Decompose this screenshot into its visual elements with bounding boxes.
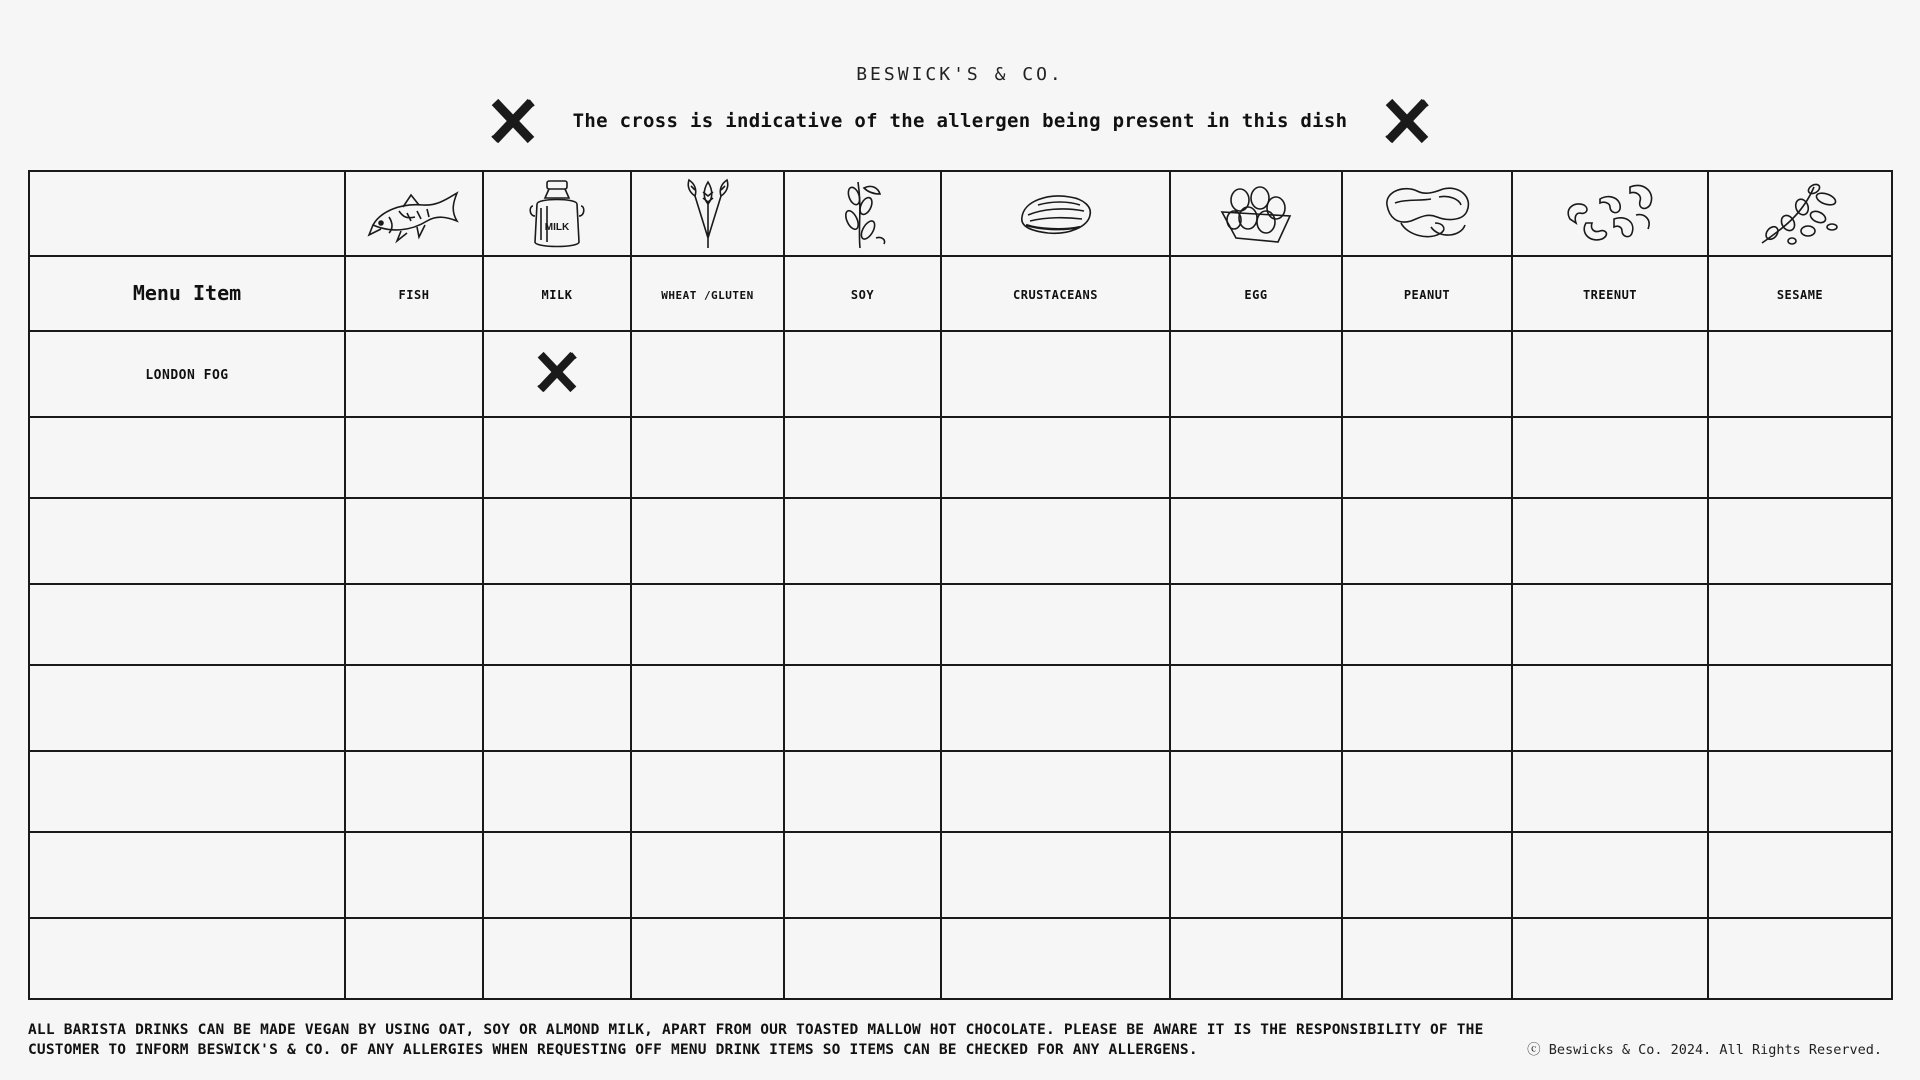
allergen-cell	[1708, 918, 1892, 999]
menu-item-cell	[29, 832, 345, 918]
copyright: ⓒ Beswicks & Co. 2024. All Rights Reserved.	[1527, 1042, 1882, 1058]
menu-item-cell	[29, 665, 345, 751]
allergen-header-treenut	[1512, 256, 1708, 331]
allergen-cell	[631, 584, 784, 665]
table-row	[29, 665, 1892, 751]
allergen-cell	[1512, 498, 1708, 584]
vegan-allergy-notice	[28, 1020, 1488, 1060]
menu-rows	[29, 331, 1892, 999]
allergen-cell	[1342, 918, 1512, 999]
allergen-cell	[1708, 584, 1892, 665]
allergen-header-crustaceans	[941, 256, 1170, 331]
allergen-cell	[941, 832, 1170, 918]
allergen-cell	[483, 417, 631, 498]
allergen-cell	[631, 665, 784, 751]
icon-row	[29, 171, 1892, 256]
allergen-cell	[631, 498, 784, 584]
allergen-cell	[941, 498, 1170, 584]
legend-text: The cross is indicative of the allergen being present in this dish	[572, 110, 1348, 132]
menu-item-cell	[29, 584, 345, 665]
allergen-cell	[941, 665, 1170, 751]
allergen-cell	[1342, 417, 1512, 498]
menu-item-header	[29, 256, 345, 331]
allergen-cell	[1170, 331, 1342, 417]
allergen-label: PEANUT	[1403, 287, 1451, 302]
allergen-cell	[1708, 665, 1892, 751]
allergen-cell	[483, 584, 631, 665]
allergen-cell	[784, 832, 941, 918]
allergen-cell	[784, 584, 941, 665]
wheat-icon	[632, 172, 783, 255]
allergen-cell	[1512, 751, 1708, 832]
allergen-cell	[1342, 584, 1512, 665]
allergen-header-sesame	[1708, 256, 1892, 331]
corner-cell	[29, 171, 345, 256]
notice-line-2: CUSTOMER TO INFORM BESWICK'S & CO. OF ANY ALLERGIES WHEN REQUESTING OFF MENU DRINK ITEMS SO ITEMS CAN BE CHECKED FOR ANY ALLERGENS.	[28, 1042, 1198, 1058]
allergen-label: EGG	[1244, 287, 1268, 302]
allergen-cell	[483, 918, 631, 999]
menu-item-name: LONDON FOG	[145, 368, 229, 384]
soy-icon	[785, 172, 940, 255]
table-row	[29, 832, 1892, 918]
allergen-cell	[784, 751, 941, 832]
allergen-cell	[784, 918, 941, 999]
allergen-header-peanut	[1342, 256, 1512, 331]
allergen-cell	[345, 918, 483, 999]
allergen-cell	[1170, 417, 1342, 498]
allergen-cell	[631, 832, 784, 918]
allergen-cell	[1512, 417, 1708, 498]
table-row	[29, 331, 1892, 417]
allergen-cell	[1512, 918, 1708, 999]
allergen-cell	[941, 584, 1170, 665]
allergen-cell	[345, 751, 483, 832]
legend	[0, 98, 1920, 144]
menu-item-cell	[29, 918, 345, 999]
menu-item-header-text: Menu Item	[132, 281, 242, 306]
allergen-cell	[631, 331, 784, 417]
allergen-cell	[1708, 331, 1892, 417]
allergen-cell	[1342, 832, 1512, 918]
allergen-cell	[483, 832, 631, 918]
allergen-cell	[941, 751, 1170, 832]
allergen-cell	[1170, 751, 1342, 832]
allergen-cell	[1708, 498, 1892, 584]
allergen-label: MILK	[541, 287, 573, 302]
eggs-icon	[1171, 172, 1341, 255]
allergen-header-fish	[345, 256, 483, 331]
allergen-cell	[483, 751, 631, 832]
allergen-cell	[345, 665, 483, 751]
menu-item-cell	[29, 417, 345, 498]
allergen-cell	[1708, 417, 1892, 498]
allergen-cell	[941, 417, 1170, 498]
allergen-cell	[631, 918, 784, 999]
allergen-cell	[784, 417, 941, 498]
allergen-cell	[1512, 584, 1708, 665]
table-row	[29, 498, 1892, 584]
allergen-cell	[345, 417, 483, 498]
allergen-cell	[784, 665, 941, 751]
cross-icon	[1385, 98, 1429, 144]
allergen-cell	[1170, 918, 1342, 999]
allergen-label: CRUSTACEANS	[1013, 287, 1098, 302]
allergen-header-milk	[483, 256, 631, 331]
allergen-cell	[345, 584, 483, 665]
menu-item-cell	[29, 498, 345, 584]
sesame-icon	[1709, 172, 1891, 255]
milk-churn-icon	[484, 172, 630, 255]
table-row	[29, 417, 1892, 498]
allergen-label: SOY	[850, 287, 875, 302]
menu-item-cell	[29, 331, 345, 417]
allergen-cell	[941, 331, 1170, 417]
peanut-icon	[1343, 172, 1511, 255]
allergen-cell	[483, 331, 631, 417]
allergen-cell	[784, 498, 941, 584]
allergen-cell	[784, 331, 941, 417]
cross-icon	[537, 351, 577, 393]
allergen-label: SESAME	[1776, 287, 1824, 302]
allergen-cell	[345, 498, 483, 584]
table-row	[29, 918, 1892, 999]
allergen-cell	[1170, 498, 1342, 584]
oyster-icon	[942, 172, 1169, 255]
allergen-cell	[1170, 832, 1342, 918]
allergen-cell	[1342, 331, 1512, 417]
cross-icon	[491, 98, 535, 144]
allergen-cell	[1342, 665, 1512, 751]
allergen-cell	[1170, 584, 1342, 665]
allergen-cell	[1512, 665, 1708, 751]
allergen-cell	[1342, 498, 1512, 584]
allergen-cell	[483, 665, 631, 751]
allergen-cell	[1512, 331, 1708, 417]
table-row	[29, 751, 1892, 832]
allergen-cell	[1512, 832, 1708, 918]
brand-title: BESWICK'S & CO.	[856, 64, 1064, 85]
svg-text:MILK: MILK	[544, 221, 570, 233]
allergen-table	[28, 170, 1893, 1000]
allergen-cell	[345, 331, 483, 417]
allergen-label: TREENUT	[1582, 287, 1638, 302]
notice-line-1: ALL BARISTA DRINKS CAN BE MADE VEGAN BY USING OAT, SOY OR ALMOND MILK, APART FROM OUR TOASTED MALLOW HOT CHOCOLATE. PLEASE BE AWARE IT IS THE RESPONSIBILITY OF THE	[28, 1022, 1484, 1038]
fish-icon	[346, 172, 482, 255]
cashew-icon	[1513, 172, 1707, 255]
allergen-header-egg	[1170, 256, 1342, 331]
allergen-cell	[1342, 751, 1512, 832]
allergen-header-soy	[784, 256, 941, 331]
allergen-cell	[941, 918, 1170, 999]
allergen-cell	[1708, 751, 1892, 832]
allergen-label-row	[29, 256, 1892, 331]
allergen-label: WHEAT /GLUTEN	[661, 288, 754, 302]
allergen-header-wheat-gluten	[631, 256, 784, 331]
allergen-cell	[483, 498, 631, 584]
allergen-label: FISH	[398, 287, 430, 302]
allergen-cell	[631, 417, 784, 498]
allergen-cell	[1170, 665, 1342, 751]
allergen-cell	[345, 832, 483, 918]
menu-item-cell	[29, 751, 345, 832]
table-row	[29, 584, 1892, 665]
allergen-cell	[631, 751, 784, 832]
allergen-cell	[1708, 832, 1892, 918]
